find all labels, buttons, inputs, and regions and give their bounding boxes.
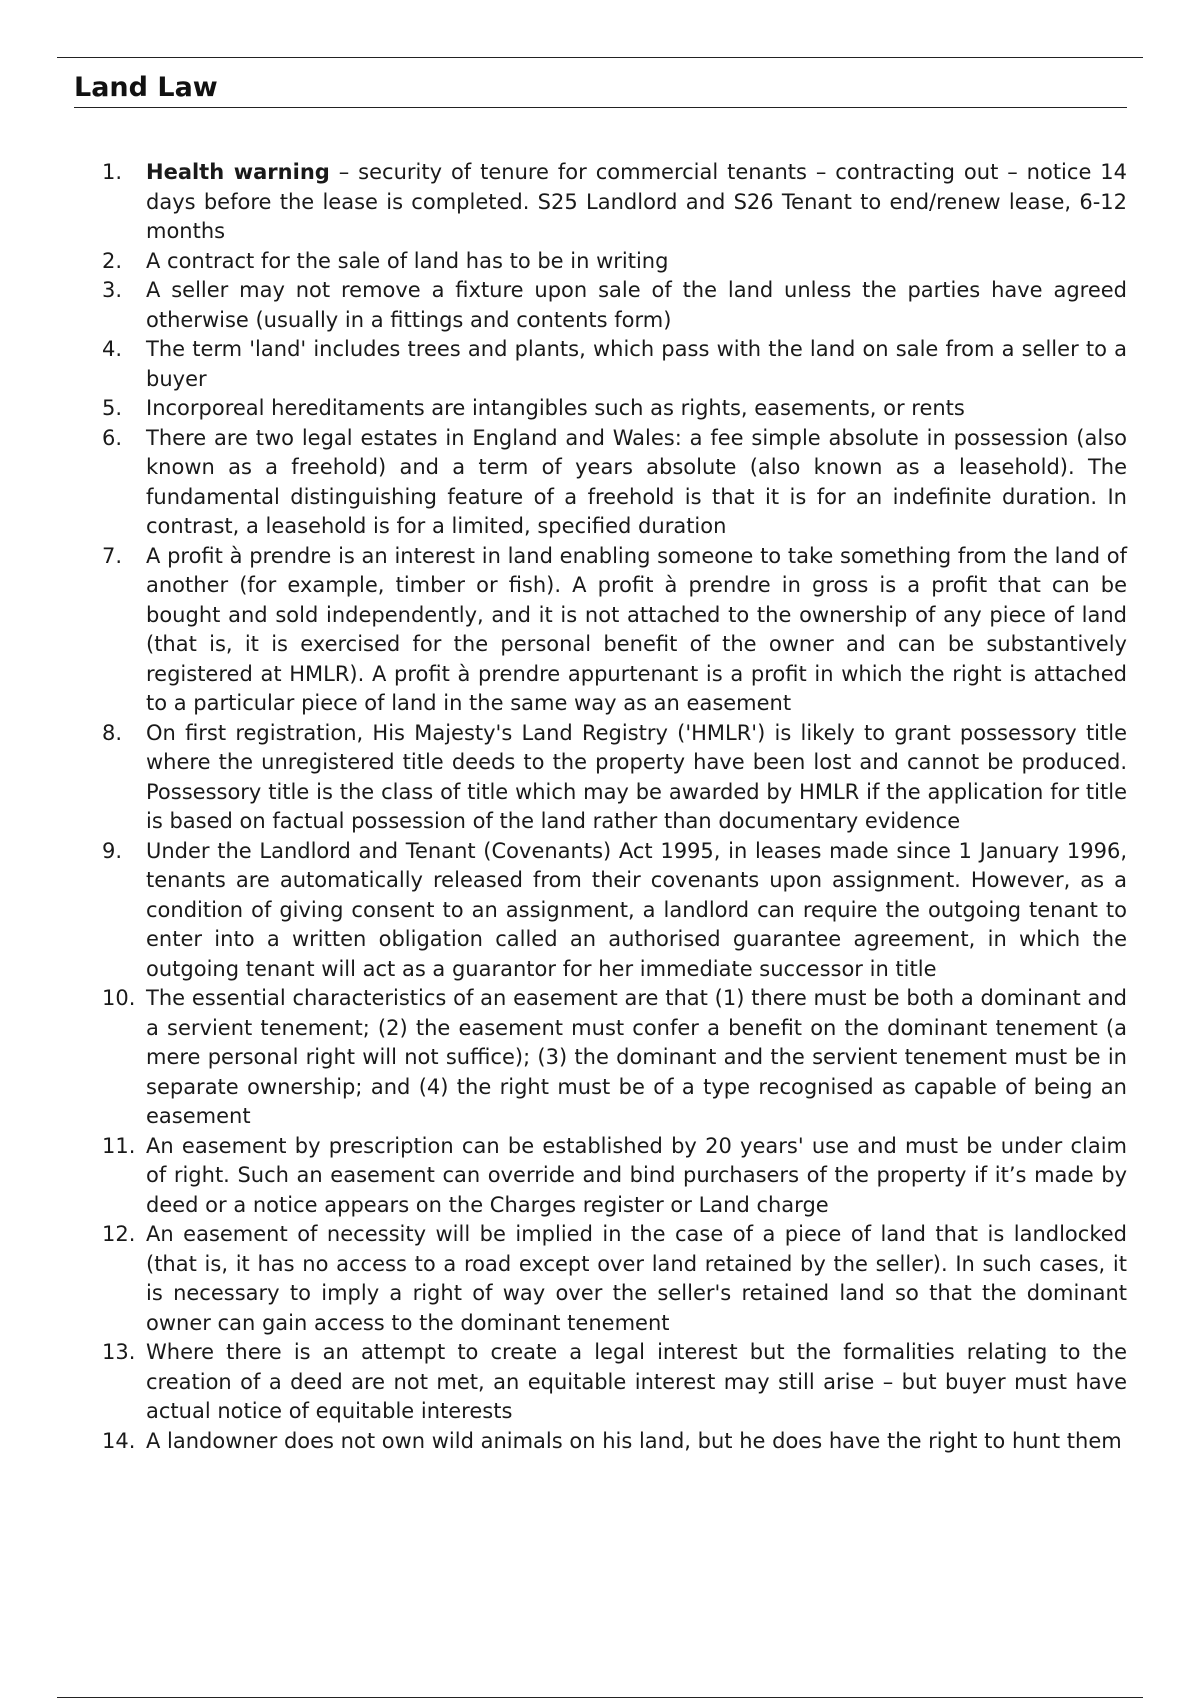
list-item <box>102 276 1127 335</box>
list-item-number: 13. <box>102 1340 136 1364</box>
list-item-text: Incorporeal hereditaments are intangibles such as rights, easements, or rents <box>146 396 965 420</box>
list-item-text: – security of tenure for commercial tenants – contracting out – notice 14 days before the lease is completed. S25 Landlord and S26 Tenant to end/renew lease, 6-12 months <box>146 160 1128 243</box>
list-item-number: 3. <box>102 278 123 302</box>
list-item-text: Where there is an attempt to create a legal interest but the formalities relating to the creation of a deed are not met, an equitable interest may still arise – but buyer must have actual notice of equitable interests <box>146 1340 1127 1423</box>
list-item-number: 12. <box>102 1222 136 1246</box>
list-item-number: 11. <box>102 1133 136 1158</box>
list-item-text: Under the Landlord and Tenant (Covenants) Act 1995, in leases made since 1 January 1996, tenants are automatically released from their covenants upon assignment. However, as a condition of giving consent to an assignment, a landlord can require the outgoing tenant to enter into a written obligation called an authorised guarantee agreement, in which the outgoing tenant will act as a guarantor for her immediate successor in title <box>146 838 1127 981</box>
list-item-number: 9. <box>102 838 123 863</box>
list-item <box>102 1132 1127 1221</box>
list-item <box>102 1427 1127 1457</box>
page-bottom-rule <box>57 1697 1143 1698</box>
list-item-number: 1. <box>102 160 123 184</box>
list-item <box>102 837 1127 985</box>
list-item <box>102 424 1127 542</box>
list-item-number: 7. <box>102 543 123 568</box>
list-item-text: The essential characteristics of an easement are that (1) there must be both a dominant and a servient tenement; (2) the easement must confer a benefit on the dominant tenement (a mere personal right will not suffice); (3) the dominant and the servient tenement must be in separate ownership; and (4) the right must be of a type recognised as capable of being an easement <box>146 986 1127 1128</box>
notes-list <box>102 158 1127 1456</box>
list-item <box>102 247 1127 277</box>
list-item-number: 2. <box>102 248 123 273</box>
list-item <box>102 335 1127 394</box>
list-item-text: On first registration, His Majesty's Land Registry ('HMLR') is likely to grant possessory title where the unregistered title deeds to the property have been lost and cannot be produced. Possessory title is the class of title which may be awarded by HMLR if the application for title is based on factual possession of the land rather than documentary evidence <box>146 720 1127 833</box>
list-item-text: An easement by prescription can be established by 20 years' use and must be under claim of right. Such an easement can override and bind purchasers of the property if it’s made by deed or a notice appears on the Charges register or Land charge <box>146 1133 1127 1217</box>
page-title: Land Law <box>74 72 218 103</box>
list-item-text: The term 'land' includes trees and plants, which pass with the land on sale from a seller to a buyer <box>146 337 1127 391</box>
list-item <box>102 984 1127 1132</box>
list-item <box>102 542 1127 719</box>
list-item <box>102 158 1127 247</box>
list-item-text: A profit à prendre is an interest in land enabling someone to take something from the land of another (for example, timber or fish). A profit à prendre in gross is a profit that can be bought and sold independently, and it is not attached to the ownership of any piece of land (that is, it is exercised for the personal benefit of the owner and can be substantively registered at HMLR). A profit à prendre appurtenant is a profit in which the right is attached to a particular piece of land in the same way as an easement <box>146 543 1127 715</box>
list-item-number: 10. <box>102 986 136 1010</box>
list-item-text: An easement of necessity will be implied in the case of a piece of land that is landlocked (that is, it has no access to a road except over land retained by the seller). In such cases, it is necessary to imply a right of way over the seller's retained land so that the dominant owner can gain access to the dominant tenement <box>146 1222 1127 1335</box>
list-item-text: A contract for the sale of land has to be in writing <box>146 248 669 273</box>
list-item-number: 14. <box>102 1428 136 1453</box>
list-item-number: 6. <box>102 425 123 450</box>
list-item <box>102 1338 1127 1427</box>
list-item-number: 5. <box>102 396 123 420</box>
list-item <box>102 394 1127 424</box>
list-item-text: A seller may not remove a fixture upon sale of the land unless the parties have agreed otherwise (usually in a fittings and contents form) <box>146 278 1127 332</box>
list-item-text: A landowner does not own wild animals on his land, but he does have the right to hunt them <box>146 1428 1122 1453</box>
list-item <box>102 1220 1127 1338</box>
list-item-number: 8. <box>102 720 123 745</box>
list-item-heading: Health warning <box>146 160 330 184</box>
list-item <box>102 719 1127 837</box>
list-item-text: There are two legal estates in England and Wales: a fee simple absolute in possession (also known as a freehold) and a term of years absolute (also known as a leasehold). The fundamental distinguishing feature of a freehold is that it is for an indefinite duration. In contrast, a leasehold is for a limited, specified duration <box>146 425 1127 538</box>
title-underline <box>74 107 1127 108</box>
page-top-rule <box>57 57 1143 58</box>
list-item-number: 4. <box>102 337 123 361</box>
